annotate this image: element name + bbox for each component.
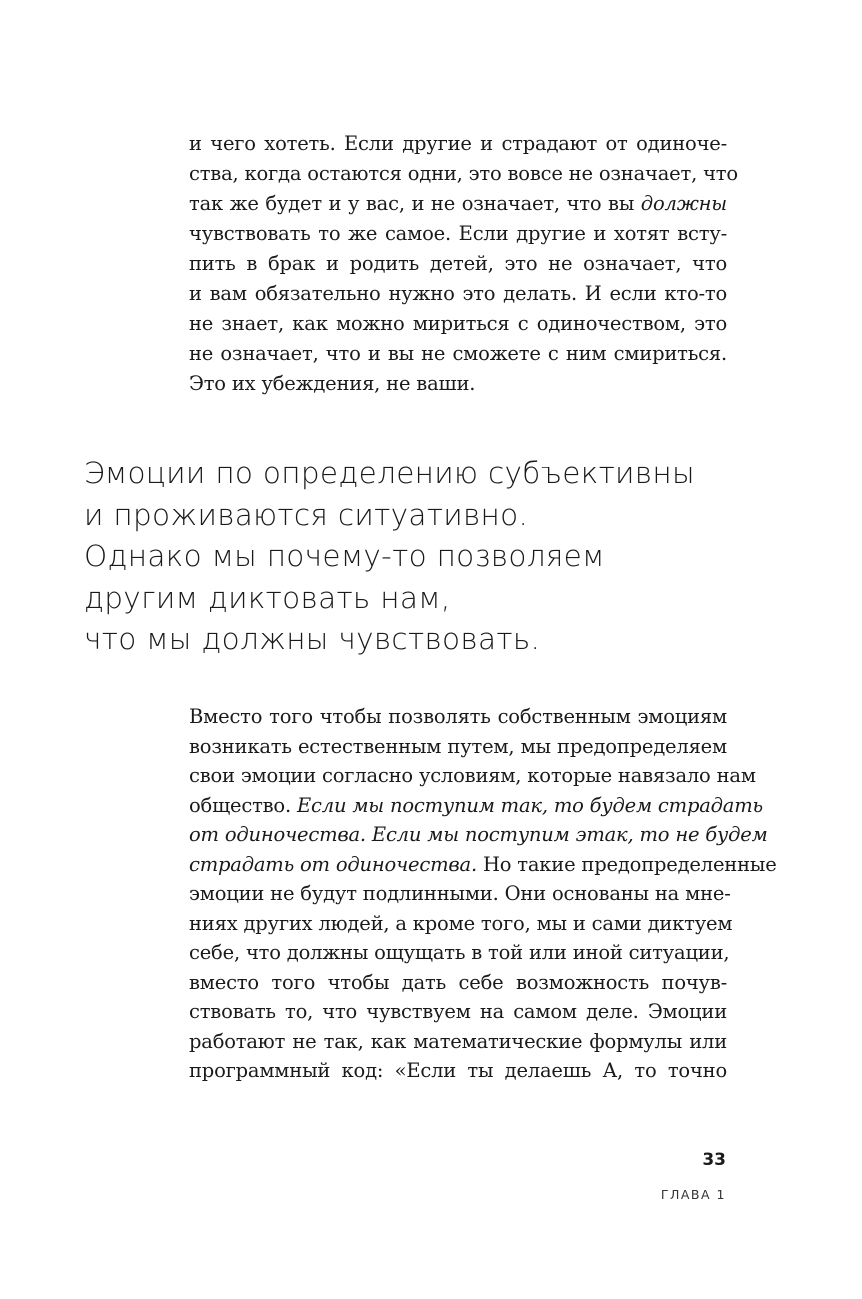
text-line: свои эмоции согласно условиям, которые навязало нам [189, 764, 756, 787]
text-line: возникать естественным путем, мы предопределяем [189, 734, 727, 758]
emphasis-text: Если мы поступим так, то будем страдать [296, 793, 763, 817]
emphasis-text: должны [640, 192, 727, 215]
pull-quote-line: Однако мы почему-то позволяем [84, 539, 605, 573]
chapter-label: ГЛАВА 1 [660, 1187, 726, 1202]
text-segment: общество. [189, 793, 297, 817]
pull-quote [84, 453, 695, 661]
text-line: пить в брак и родить детей, это не означает, что [189, 252, 727, 275]
text-line: эмоции не будут подлинными. Они основаны на мне- [189, 882, 731, 905]
text-line: и вам обязательно нужно это делать. И если кто-то [189, 282, 727, 305]
text-line: ствовать то, что чувствуем на самом деле. Эмоции [189, 1000, 727, 1023]
text-line: не знает, как можно мириться с одиночеством, это [189, 312, 727, 335]
emphasis-line: от одиночества. Если мы поступим этак, то не будем [189, 823, 768, 846]
text-line: ства, когда остаются одни, это вовсе не означает, что [189, 162, 738, 185]
text-segment: Но такие предопределенные [476, 852, 777, 876]
text-line: Это их убеждения, не ваши. [189, 372, 476, 395]
text-line [189, 850, 777, 880]
emphasis-text: страдать от одиночества. [189, 852, 477, 876]
text-line: работают не так, как математические формулы или [189, 1029, 727, 1053]
pull-quote-line: и проживаются ситуативно. [84, 497, 529, 532]
text-line [189, 791, 763, 821]
text-line: не означает, что и вы не сможете с ним смириться. [189, 342, 727, 365]
text-line: Вместо того чтобы позволять собственным эмоциям [189, 705, 727, 728]
pull-quote-line: другим диктовать нам, [84, 580, 451, 615]
text-line [189, 189, 727, 219]
text-line: и чего хотеть. Если другие и страдают от одиноче- [189, 132, 727, 155]
text-line: программный код: «Если ты делаешь А, то точно [189, 1059, 727, 1082]
pull-quote-line: Эмоции по определению субъективны [84, 456, 695, 490]
body-paragraph-1 [189, 129, 738, 399]
text-line: чувствовать то же самое. Если другие и хотят всту- [189, 222, 727, 245]
text-line: себе, что должны ощущать в той или иной ситуации, [189, 941, 730, 964]
pull-quote-line: что мы должны чувствовать. [84, 622, 541, 656]
text-line: ниях других людей, а кроме того, мы и сами диктуем [189, 911, 733, 935]
text-line: вместо того чтобы дать себе возможность почув- [189, 970, 727, 994]
page-number: 33 [702, 1150, 726, 1170]
text-segment: так же будет и у вас, и не означает, что вы [189, 192, 641, 215]
body-paragraph-2 [189, 702, 777, 1086]
